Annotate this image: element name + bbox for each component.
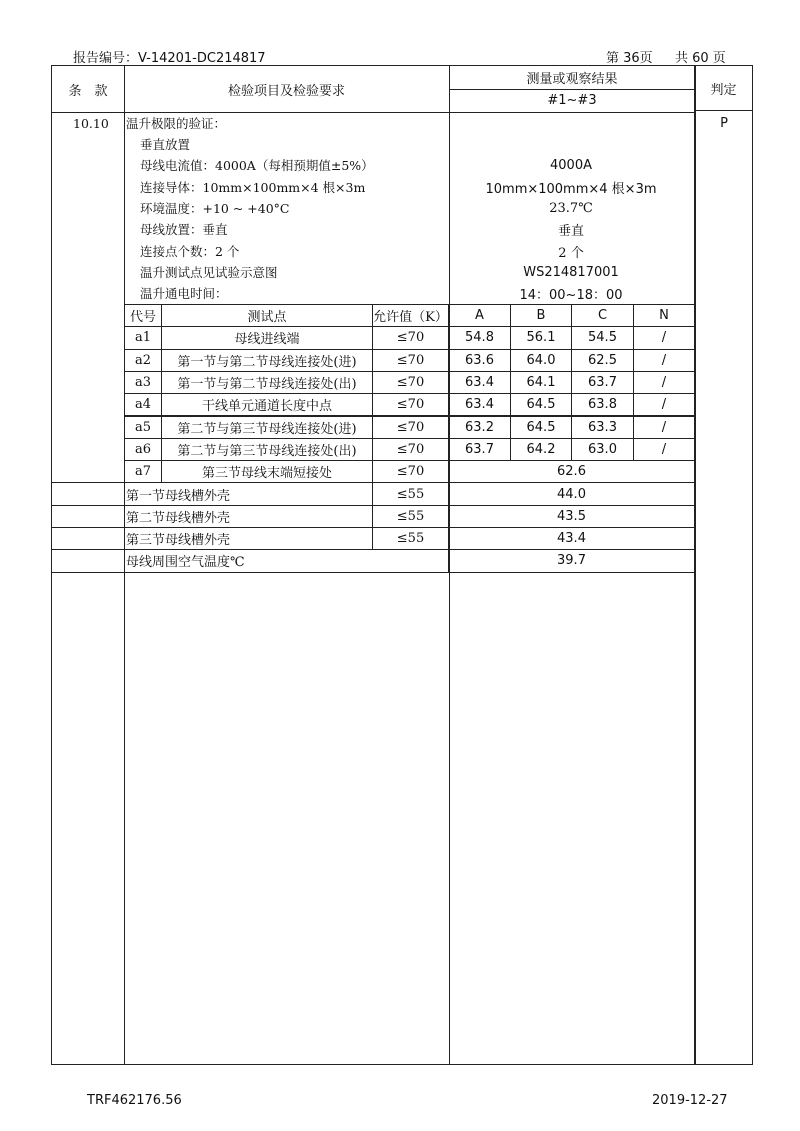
air-temp-value: 39.7 — [448, 549, 695, 572]
result-header: 测量或观察结果 — [526, 72, 618, 87]
cell-code: a6 — [124, 438, 162, 461]
col-header-code: 代号 — [124, 304, 162, 327]
cell-a: 63.4 — [448, 371, 511, 394]
shell-limit: ≤55 — [372, 505, 449, 528]
section-title: 温升极限的验证： — [126, 116, 227, 131]
shell-point: 第三节母线槽外壳 — [51, 527, 373, 550]
cell-limit: ≤70 — [372, 438, 449, 461]
cell-point: 第一节与第二节母线连接处(进) — [161, 349, 373, 372]
col-header-point: 测试点 — [161, 304, 373, 327]
param-value: 23.7℃ — [549, 200, 593, 216]
cell-n: / — [633, 326, 695, 349]
clause-number: 10.10 — [73, 116, 109, 131]
cell-n: / — [633, 349, 695, 372]
shell-value: 44.0 — [448, 482, 695, 505]
cell-limit: ≤70 — [372, 416, 449, 439]
param-label: 母线放置：垂直 — [140, 222, 228, 238]
param-value — [448, 134, 694, 155]
cell-point: 第三节母线末端短接处 — [161, 460, 373, 483]
param-value: 14：00~18：00 — [519, 288, 623, 304]
report-date: 2019-12-27 — [652, 1093, 728, 1108]
cell-limit: ≤70 — [372, 393, 449, 416]
cell-limit: ≤70 — [372, 326, 449, 349]
cell-a: 63.4 — [448, 393, 511, 416]
col-header-c: C — [571, 304, 634, 327]
sample-header: #1~#3 — [547, 93, 597, 108]
cell-a: 63.2 — [448, 416, 511, 439]
shell-value: 43.5 — [448, 505, 695, 528]
cell-b: 64.5 — [510, 393, 572, 416]
clause-header: 条 款 — [68, 83, 108, 99]
cell-limit: ≤70 — [372, 371, 449, 394]
cell-b: 64.0 — [510, 349, 572, 372]
param-label: 温升通电时间： — [140, 286, 228, 302]
cell-point: 干线单元通道长度中点 — [161, 393, 373, 416]
cell-n: / — [633, 416, 695, 439]
cell-limit: ≤70 — [372, 349, 449, 372]
cell-point: 母线进线端 — [161, 326, 373, 349]
cell-b: 64.5 — [510, 416, 572, 439]
cell-point: 第一节与第二节母线连接处(出) — [161, 371, 373, 394]
cell-c: 54.5 — [571, 326, 634, 349]
cell-code: a1 — [124, 326, 162, 349]
cell-code: a2 — [124, 349, 162, 372]
param-label: 环境温度：+10 ~ +40°C — [140, 200, 290, 216]
cell-code: a7 — [124, 460, 162, 483]
cell-a: 54.8 — [448, 326, 511, 349]
cell-n: / — [633, 371, 695, 394]
param-value: 10mm×100mm×4 根×3m — [485, 181, 657, 197]
shell-limit: ≤55 — [372, 527, 449, 550]
cell-n: / — [633, 438, 695, 461]
cell-code: a4 — [124, 393, 162, 416]
verdict-header: 判定 — [695, 65, 753, 111]
verdict-column — [695, 110, 753, 1065]
cell-point: 第二节与第三节母线连接处(出) — [161, 438, 373, 461]
param-value: 2 个 — [558, 245, 584, 261]
col-header-n: N — [633, 304, 695, 327]
cell-point: 第二节与第三节母线连接处(进) — [161, 416, 373, 439]
col-header-a: A — [448, 304, 511, 327]
param-label: 母线电流值：4000A（每相预期值±5%） — [140, 158, 374, 174]
cell-c: 62.5 — [571, 349, 634, 372]
cell-c: 63.7 — [571, 371, 634, 394]
cell-a: 63.7 — [448, 438, 511, 461]
shell-point: 第二节母线槽外壳 — [51, 505, 373, 528]
col-header-b: B — [510, 304, 572, 327]
cell-code: a3 — [124, 371, 162, 394]
cell-limit: ≤70 — [372, 460, 449, 483]
cell-n: / — [633, 393, 695, 416]
total-pages: 共 60 页 — [675, 51, 726, 66]
form-number: TRF462176.56 — [87, 1093, 182, 1108]
param-label: 垂直放置 — [140, 137, 191, 152]
report-number: 报告编号：V-14201-DC214817 — [73, 51, 266, 66]
page-number: 第 36页 — [606, 51, 653, 66]
cell-a: 63.6 — [448, 349, 511, 372]
verdict-value: P — [720, 116, 728, 131]
item-header: 检验项目及检验要求 — [227, 83, 345, 99]
param-value: 垂直 — [557, 224, 584, 240]
param-value: 4000A — [550, 158, 592, 174]
col-header-limit: 允许值（K） — [372, 304, 449, 327]
param-label: 连接导体：10mm×100mm×4 根×3m — [140, 179, 366, 195]
cell-c: 63.8 — [571, 393, 634, 416]
cell-code: a5 — [124, 416, 162, 439]
shell-point: 第一节母线槽外壳 — [51, 482, 373, 505]
cell-b: 64.2 — [510, 438, 572, 461]
cell-b: 56.1 — [510, 326, 572, 349]
cell-b: 64.1 — [510, 371, 572, 394]
shell-limit: ≤55 — [372, 482, 449, 505]
shell-value: 43.4 — [448, 527, 695, 550]
cell-value: 62.6 — [448, 460, 695, 483]
param-label: 温升测试点见试验示意图 — [140, 264, 278, 280]
param-label: 连接点个数：2 个 — [140, 243, 240, 259]
air-temp-point: 母线周围空气温度℃ — [51, 549, 449, 572]
cell-c: 63.3 — [571, 416, 634, 439]
cell-c: 63.0 — [571, 438, 634, 461]
param-value: WS214817001 — [523, 264, 619, 280]
